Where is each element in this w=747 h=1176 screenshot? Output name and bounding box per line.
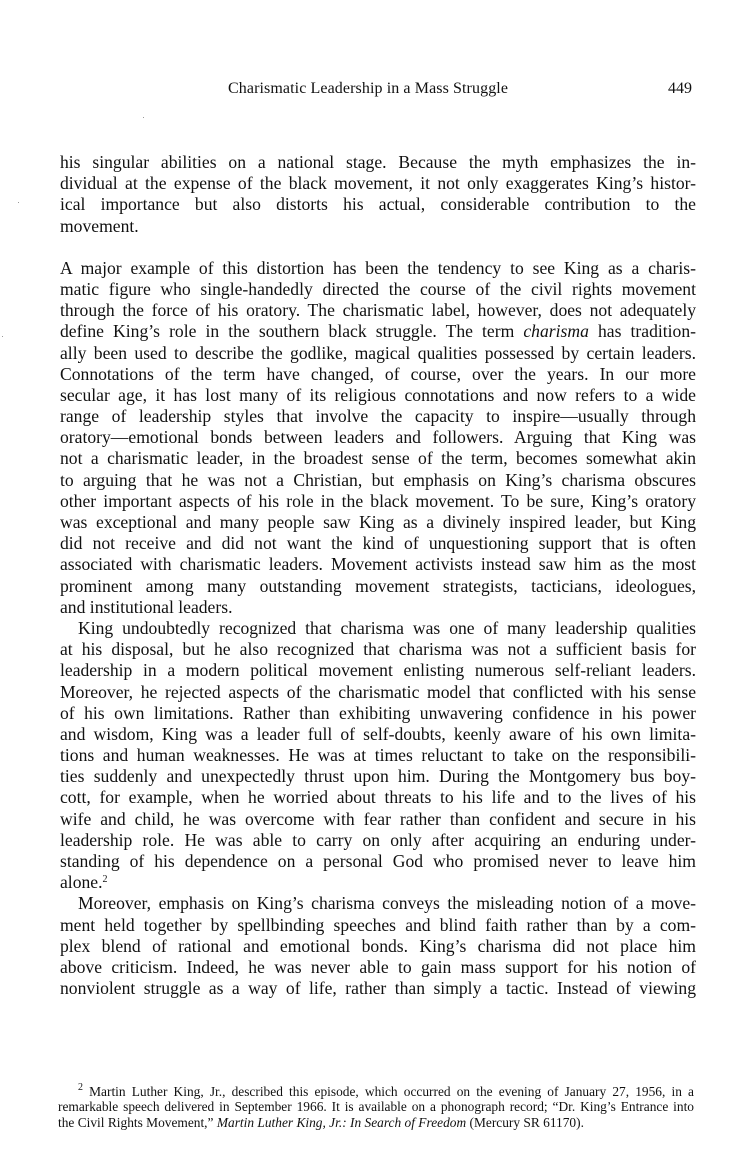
text-line: standing of his dependence on a personal God who promised never to leave him <box>60 851 696 871</box>
paragraph-2 <box>60 258 696 618</box>
text-segment: (Mercury SR 61170). <box>469 1114 584 1130</box>
text-line <box>60 872 696 893</box>
text-line: and wisdom, King was a leader full of self-doubts, keenly aware of his own limita- <box>60 723 696 744</box>
text-line: Moreover, emphasis on King’s charisma conveys the misleading notion of a move- <box>78 893 696 914</box>
text-line: of his own limitations. Rather than exhibiting unwavering confidence in his power <box>60 702 696 723</box>
text-line: through the force of his oratory. The charismatic label, however, does not adequately <box>60 300 696 321</box>
scan-speck <box>2 336 3 337</box>
text-line: ical importance but also distorts his actual, considerable contribution to the <box>60 194 696 215</box>
paragraph-4 <box>60 893 696 999</box>
text-line: leadership role. He was able to carry on only after acquiring an enduring under- <box>60 829 696 850</box>
scan-speck <box>18 202 19 203</box>
text-line: A major example of this distortion has been the tendency to see King as a charis- <box>60 257 696 278</box>
text-line: ally been used to describe the godlike, magical qualities possessed by certain leaders. <box>60 342 696 363</box>
text-line: ties suddenly and unexpectedly thrust upon him. During the Montgomery bus boy- <box>60 766 696 787</box>
italic-term: charisma <box>523 321 589 342</box>
paragraph-1 <box>60 152 696 237</box>
text-line: leadership in a modern political movement enlisting numerous self-reliant leaders. <box>60 660 696 681</box>
text-line: and institutional leaders. <box>60 596 233 617</box>
text-line: cott, for example, when he worried about threats to his life and to the lives of his <box>60 787 696 808</box>
footnote <box>58 1084 694 1130</box>
running-header <box>0 80 747 104</box>
footnote-reference[interactable]: 2 <box>102 874 108 886</box>
text-line: movement. <box>60 215 139 236</box>
footnote-line <box>58 1115 694 1130</box>
text-line: King undoubtedly recognized that charisma was one of many leadership qualities <box>78 617 696 638</box>
text-line: to arguing that he was not a Christian, but emphasis on King’s charisma obscures <box>60 469 696 490</box>
running-title: Charismatic Leadership in a Mass Struggle <box>228 80 509 97</box>
text-line: other important aspects of his role in the black movement. To be sure, King’s oratory <box>60 490 696 511</box>
citation-title: Martin Luther King, Jr.: In Search of Freedom <box>216 1114 467 1130</box>
text-line: oratory—emotional bonds between leaders and followers. Arguing that King was <box>60 427 696 448</box>
text-line: plex blend of rational and emotional bonds. King’s charisma did not place him <box>60 935 696 956</box>
scan-speck <box>143 117 144 118</box>
text-line: ment held together by spellbinding speeches and blind faith rather than by a com- <box>60 914 696 935</box>
body-text <box>60 152 696 999</box>
text-line: Moreover, he rejected aspects of the charismatic model that conflicted with his sense <box>60 681 696 702</box>
text-line: tions and human weaknesses. He was at times reluctant to take on the responsibili- <box>60 745 696 766</box>
section-break <box>60 237 696 258</box>
text-line: range of leadership styles that involve the capacity to inspire—usually through <box>60 406 696 427</box>
text-segment: alone. <box>60 872 103 893</box>
text-line: associated with charismatic leaders. Movement activists instead saw him as the most <box>60 554 696 575</box>
text-line: dividual at the expense of the black movement, it not only exaggerates King’s histor- <box>60 173 696 194</box>
text-line: did not receive and did not want the kind of unquestioning support that is often <box>60 533 696 554</box>
footnote-line <box>58 1084 694 1099</box>
footnote-line: remarkable speech delivered in September 1966. It is available on a phonograph record; “Dr. King’s Entrance into <box>58 1099 694 1115</box>
text-line: above criticism. Indeed, he was never able to gain mass support for his notion of <box>60 956 696 977</box>
text-line: at his disposal, but he also recognized that charisma was not a sufficient basis for <box>60 639 696 660</box>
text-segment: Martin Luther King, Jr., described this episode, which occurred on the evening of January 27, 1956, in a <box>89 1084 694 1099</box>
text-line: his singular abilities on a national stage. Because the myth emphasizes the in- <box>60 152 696 172</box>
text-line: prominent among many outstanding movement strategists, tacticians, ideologues, <box>60 575 696 596</box>
footnote-marker: 2 <box>78 1082 83 1093</box>
text-line: Connotations of the term have changed, of course, over the years. In our more <box>60 363 696 384</box>
text-line: secular age, it has lost many of its religious connotations and now refers to a wide <box>60 384 696 405</box>
text-segment: has tradition- <box>597 321 696 342</box>
text-segment: define King’s role in the southern black struggle. The term <box>60 321 515 342</box>
text-line: was exceptional and many people saw King as a divinely inspired leader, but King <box>60 512 696 532</box>
text-line-with-italic <box>60 321 696 342</box>
text-line: wife and child, he was overcome with fear rather than confident and secure in his <box>60 808 696 829</box>
page-number: 449 <box>668 80 692 97</box>
text-segment: the Civil Rights Movement,” <box>58 1114 214 1130</box>
text-line: nonviolent struggle as a way of life, rather than simply a tactic. Instead of viewing <box>60 978 696 999</box>
text-line: matic figure who single-handedly directed the course of the civil rights movement <box>60 278 696 299</box>
text-line: not a charismatic leader, in the broadest sense of the term, becomes somewhat akin <box>60 448 696 469</box>
paragraph-3 <box>60 618 696 893</box>
